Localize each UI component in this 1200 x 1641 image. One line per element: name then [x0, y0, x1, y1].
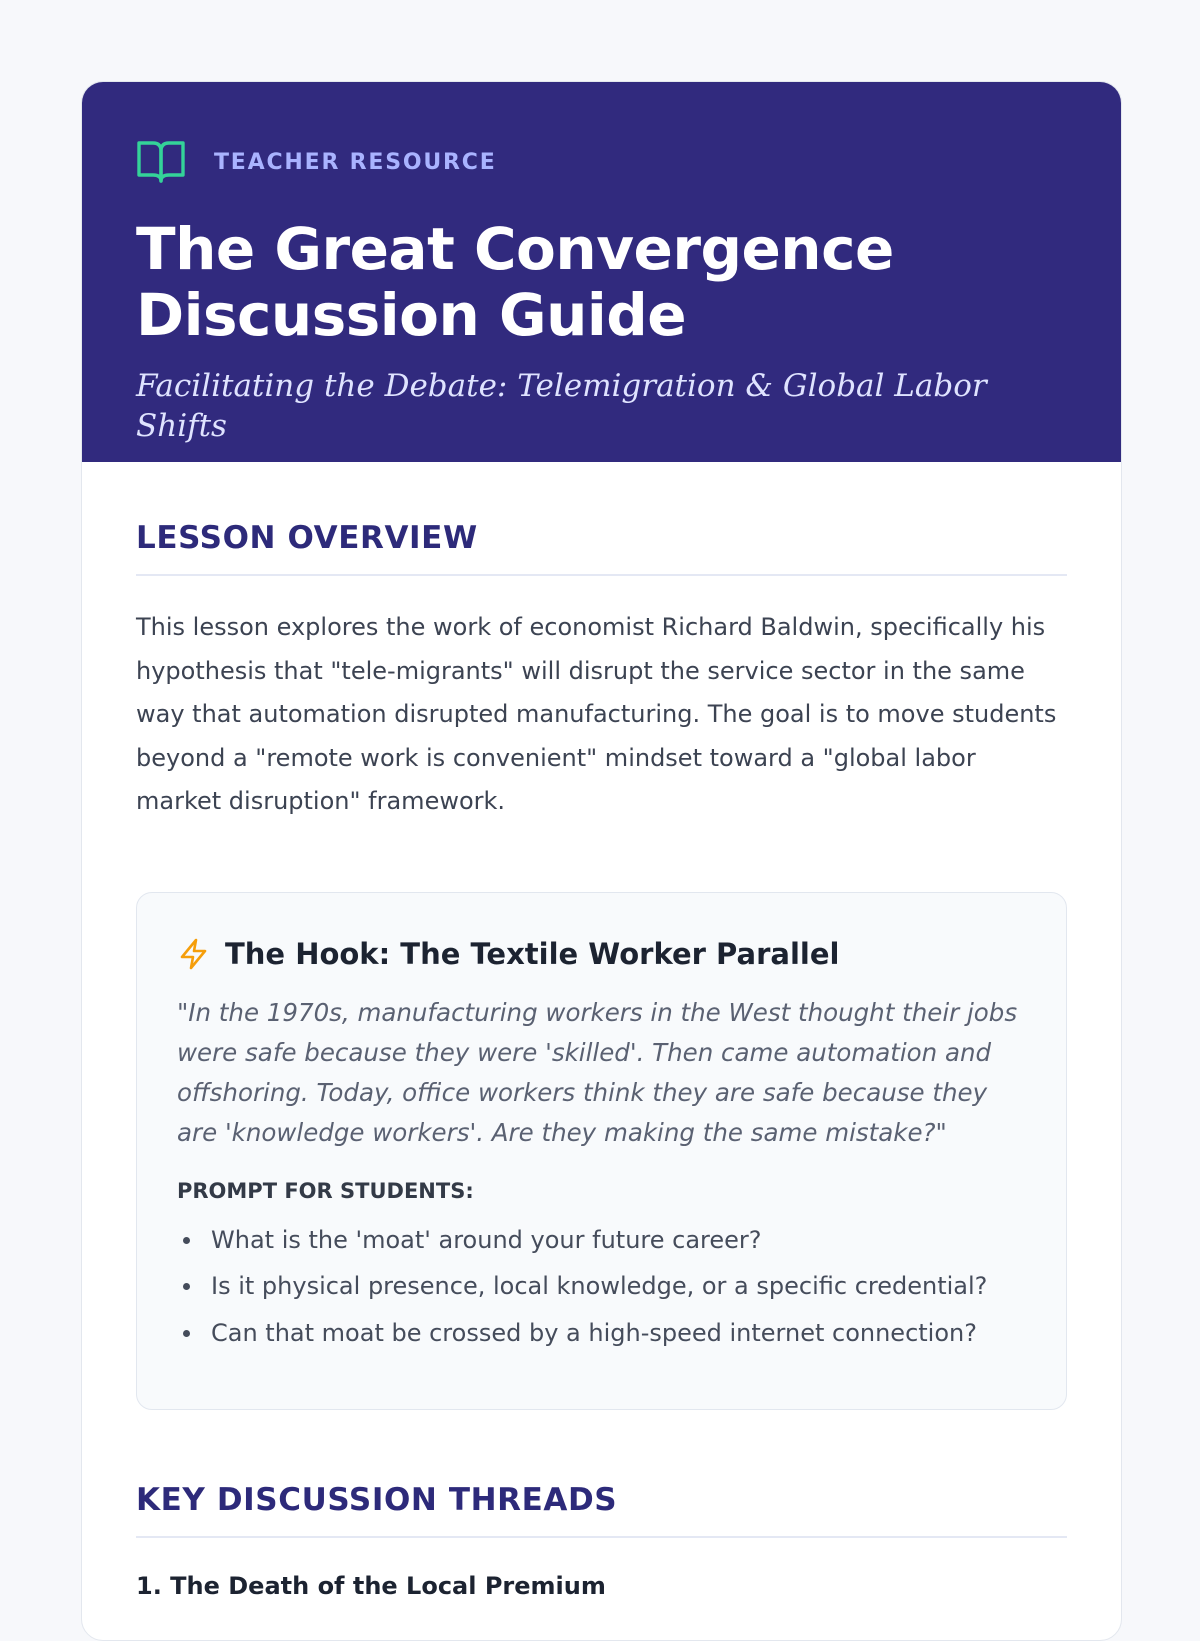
list-item: Is it physical presence, local knowledge, or a specific credential? [177, 1263, 1026, 1310]
guide-body [82, 462, 1121, 1600]
thread-item: 1. The Death of the Local Premium [136, 1571, 606, 1600]
book-icon [136, 138, 186, 186]
header-banner [82, 82, 1121, 462]
threads-section [136, 1482, 1067, 1600]
list-item: Can that moat be crossed by a high-speed internet connection? [177, 1310, 1026, 1357]
hook-quote: "In the 1970s, manufacturing workers in the West thought their jobs were safe because they were 'skilled'. Then came automation and offshoring. Today, office workers think they are safe because they are 'knowledge workers'. Are they making the same mistake?" [177, 997, 1018, 1147]
page-subtitle: Facilitating the Debate: Telemigration & Global Labor Shifts [136, 368, 987, 444]
prompt-label: PROMPT FOR STUDENTS: [177, 1178, 474, 1203]
overview-text: This lesson explores the work of economist Richard Baldwin, specifically his hypothesis that "tele-migrants" will disrupt the service sector in the same way that automation disrupted manufacturing. The goal is to move students beyond a "remote work is convenient" mindset toward a "global labor market disruption" framework. [136, 613, 1057, 815]
eyebrow-label: TEACHER RESOURCE [214, 149, 497, 175]
hook-title: The Hook: The Textile Worker Parallel [225, 936, 840, 971]
section-heading-threads: KEY DISCUSSION THREADS [136, 1482, 1067, 1538]
hook-callout [136, 892, 1067, 1410]
section-heading-overview: LESSON OVERVIEW [136, 520, 1067, 576]
prompt-list [177, 1217, 1026, 1357]
guide-card [81, 81, 1122, 1641]
eyebrow [136, 136, 1067, 188]
lightning-icon [177, 937, 211, 971]
hook-title-row [177, 937, 1026, 971]
page-title: The Great Convergence Discussion Guide [136, 215, 894, 349]
list-item: What is the 'moat' around your future career? [177, 1217, 1026, 1264]
